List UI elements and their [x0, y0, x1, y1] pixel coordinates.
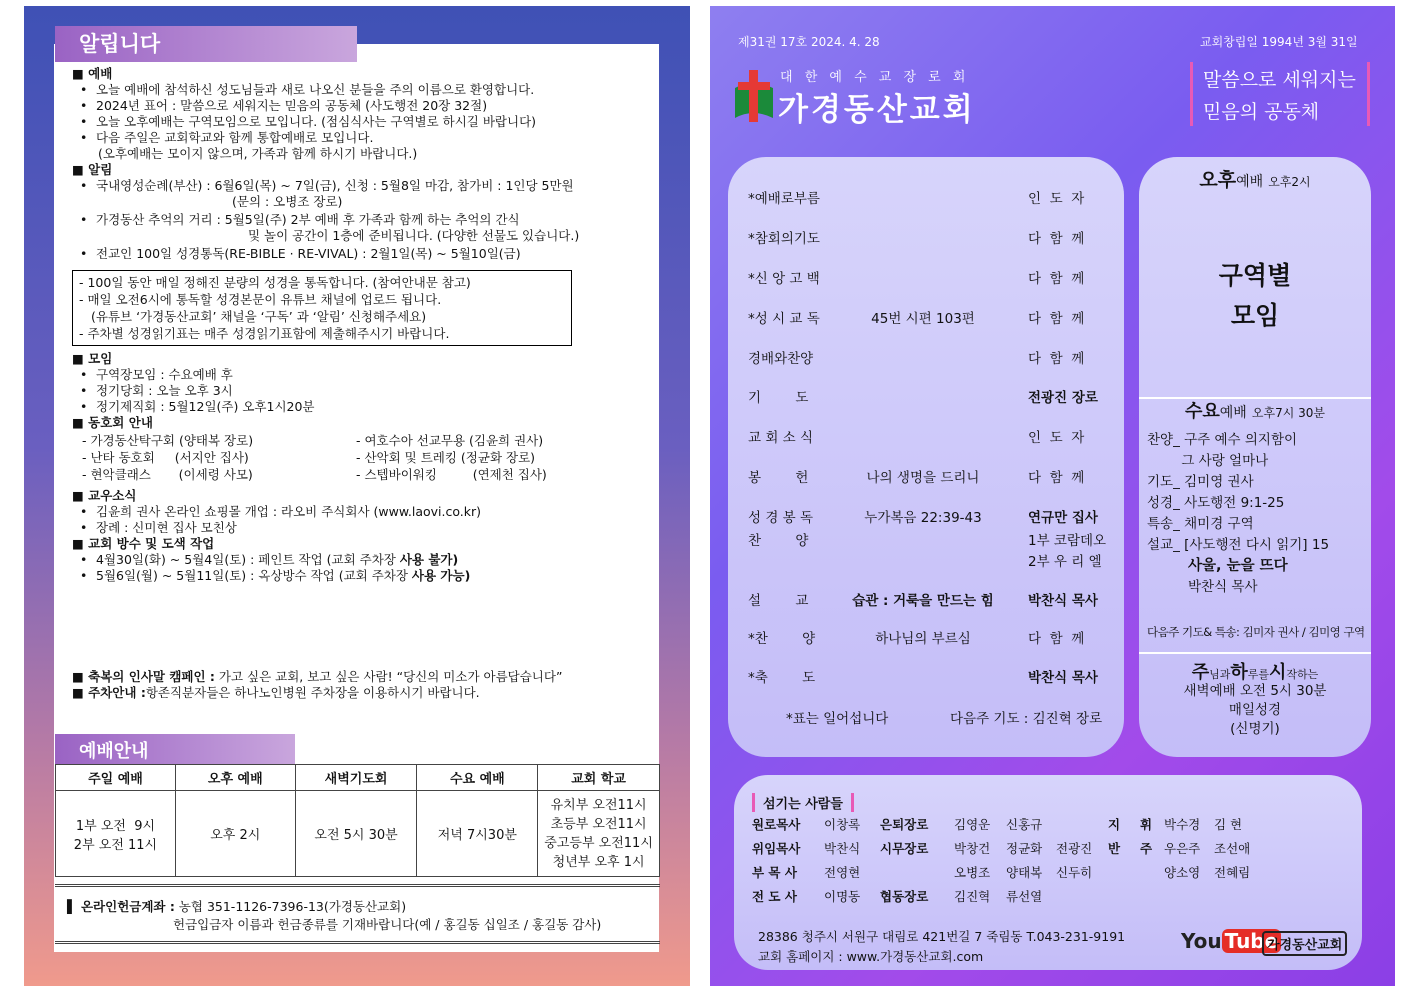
- staff-entry: 지: [1108, 817, 1121, 832]
- online-offering: [55, 884, 660, 944]
- staff-entry: 박찬식: [824, 841, 861, 856]
- campaign: [72, 669, 672, 701]
- order-item-name: *예배로부름: [748, 191, 820, 207]
- club-item: - 난타 동호회 (서지안 집사): [82, 450, 249, 465]
- afternoon-header: [1139, 165, 1371, 192]
- staff-entry: 오병조: [954, 865, 991, 880]
- list-note: 및 놀이 공간이 1층에 준비됩니다. (다양한 선물도 있습니다.): [248, 228, 580, 243]
- wed-next: 다음주 기도& 특송: 김미자 권사 / 김미영 구역: [1147, 625, 1365, 639]
- repair-bold: 사용 가능): [411, 568, 471, 583]
- order-row: [728, 550, 1124, 570]
- order-item-name: *신 앙 고 백: [748, 271, 820, 287]
- order-item-leader: 다 함 께: [1028, 231, 1085, 247]
- order-item-name: 찬 양: [748, 533, 809, 549]
- section-meeting: ■ 모임: [72, 351, 113, 366]
- section-news: ■ 교우소식: [72, 488, 137, 503]
- staff-entry: 은퇴장로: [880, 817, 929, 832]
- list-item: • 가경동산 추억의 거리 : 5월5일(주) 2부 예배 후 가족과 함께 하는 추억의 간식: [72, 212, 672, 228]
- order-item-name: *축 도: [748, 670, 816, 686]
- wed-big: 수요: [1184, 401, 1220, 422]
- order-row: [728, 529, 1124, 549]
- staff-entry: 반: [1108, 841, 1121, 856]
- order-row: *성 시 교 독 45번 시편 103편 다 함 께: [728, 307, 1124, 327]
- staff-entry: 휘: [1140, 817, 1153, 832]
- club-item: - 여호수아 선교무용 (김윤희 권사): [356, 433, 544, 448]
- afternoon-t2: 모임: [1230, 301, 1280, 330]
- staff-entry: 전 도 사: [752, 889, 797, 904]
- staff-entry: 정균화: [1006, 841, 1043, 856]
- table-cell: [538, 791, 660, 877]
- section-repair: ■ 교회 방수 및 도색 작업: [72, 536, 215, 551]
- afternoon-time: 오후2시: [1268, 175, 1311, 189]
- cell-line: 1부 오전 9시: [75, 818, 156, 834]
- dawn-info: [1139, 682, 1371, 739]
- list-item: • 김윤희 권사 온라인 쇼핑몰 개업 : 라오비 주식회사 (www.laovi.co.kr): [72, 504, 672, 520]
- box-line: (유튜브 ‘가경동산교회’ 채널을 ‘구독’ 과 ‘알림’ 신청해주세요): [91, 309, 427, 324]
- online-account: 농협 351-1126-7396-13(가경동산교회): [178, 899, 407, 914]
- table-header: 새벽기도회: [295, 765, 417, 791]
- homepage: 교회 홈페이지 : www.가경동산교회.com: [758, 949, 984, 964]
- staff-entry: 협동장로: [880, 889, 929, 904]
- order-item-name: 설 교: [748, 593, 809, 609]
- repair-text: 5월6일(월) ~ 5월11일(토) : 옥상방수 작업 (교회 주차장: [96, 568, 408, 583]
- online-label: ▌ 온라인헌금계좌 :: [67, 899, 175, 914]
- order-row: 봉 헌 나의 생명을 드리니 다 함 께: [728, 466, 1124, 486]
- cell-line: 초등부 오전11시: [550, 816, 647, 832]
- staff-grid: [752, 815, 1352, 915]
- staff-entry: 전혜림: [1214, 865, 1251, 880]
- staff-entry: 김 현: [1214, 817, 1243, 832]
- wed-line: 기도_ 김미영 권사: [1147, 474, 1254, 490]
- order-row: 성 경 봉 독 누가복음 22:39-43 연규만 집사: [728, 506, 1124, 526]
- staff-entry: 시무장로: [880, 841, 929, 856]
- club-item: - 스텝바이워킹 (연제천 집사): [356, 467, 547, 482]
- dawn-line: (신명기): [1230, 721, 1280, 737]
- staff-entry: 류선열: [1006, 889, 1043, 904]
- cross-logo-icon: [733, 68, 775, 124]
- order-row: [728, 187, 1124, 207]
- order-row: [728, 227, 1124, 247]
- notice-body: [72, 66, 672, 262]
- box-line: - 주차별 성경읽기표는 매주 성경읽기표함에 제출해주시기 바랍니다.: [79, 326, 450, 341]
- staff-entry: 위임목사: [752, 841, 801, 856]
- section-clubs: ■ 동호회 안내: [72, 415, 153, 430]
- order-item-name: *성 시 교 독: [748, 311, 820, 327]
- dawn-line: 새벽예배 오전 5시 30분: [1183, 683, 1327, 699]
- wed-header: [1139, 397, 1371, 423]
- order-item-name: *찬 양: [748, 631, 816, 647]
- divider: [1139, 652, 1371, 654]
- table-cell: [56, 791, 176, 877]
- denomination: 대 한 예 수 교 장 로 회: [780, 70, 970, 85]
- wed-sermon-title: 사울, 눈을 뜨다: [1188, 558, 1288, 574]
- notice-body-2: [72, 351, 672, 584]
- order-item-name: *참회의기도: [748, 231, 820, 247]
- list-item: • 구역장모임 : 수요예배 후: [72, 367, 672, 383]
- cell-line: 청년부 오후 1시: [552, 854, 645, 870]
- cell-line: 유치부 오전11시: [550, 797, 647, 813]
- order-item-leader: 다 함 께: [1028, 631, 1085, 647]
- yt-tube: Tube: [1222, 929, 1282, 953]
- parking-label: ■ 주차안내 :: [72, 685, 146, 700]
- yt-you: You: [1181, 929, 1222, 953]
- motto-line: 믿음의 공동체: [1203, 101, 1320, 123]
- staff-entry: 신두히: [1056, 865, 1093, 880]
- staff-entry: 박창건: [954, 841, 991, 856]
- box-line: - 매일 오전6시에 통독할 성경본문이 유튜브 채널에 업로드 됩니다.: [79, 292, 442, 307]
- table-header: 교회 학교: [538, 765, 660, 791]
- youtube-channel-link[interactable]: 가경동산교회: [1262, 931, 1347, 956]
- order-item-name: 성 경 봉 독: [748, 510, 814, 526]
- list-item: • 장례 : 신미현 집사 모친상: [72, 520, 672, 536]
- list-item: • 2024년 표어 : 말씀으로 세워지는 믿음의 공동체 (사도행전 20장 32절): [72, 98, 672, 114]
- box-line: - 100일 동안 매일 정해진 분량의 성경을 통독합니다. (참여안내문 참고): [79, 275, 471, 290]
- dawn-slogan: 주님과하루를시작하는: [1191, 662, 1319, 683]
- order-item-leader: 인 도 자: [1028, 430, 1085, 446]
- order-item-leader: 박찬식 목사: [1028, 593, 1098, 609]
- list-note: (오후예배는 모이지 않으며, 가족과 함께 하시기 바랍니다.): [98, 146, 418, 161]
- worship-order-box: [728, 157, 1124, 757]
- wed-program: [1147, 430, 1367, 598]
- order-item-name: 기 도: [748, 390, 809, 406]
- dawn-line: 매일성경: [1228, 702, 1282, 718]
- staff-entry: 조선애: [1214, 841, 1251, 856]
- list-item: • 정기제직회 : 5월12일(주) 오후1시20분: [72, 399, 672, 415]
- staff-entry: 우은주: [1164, 841, 1201, 856]
- order-item-leader: 다 함 께: [1028, 311, 1085, 327]
- table-header: 주일 예배: [56, 765, 176, 791]
- order-item-leader: 1부 코람데오: [1028, 533, 1107, 549]
- staff-entry: 부 목 사: [752, 865, 797, 880]
- worship-schedule-table: [55, 764, 660, 877]
- list-item: • 전교인 100일 성경통독(RE-BIBLE · RE-VIVAL) : 2월1일(목) ~ 5월10일(금): [72, 246, 672, 262]
- bible-reading-box: [72, 270, 572, 346]
- address: 28386 청주시 서원구 대림로 421번길 7 죽림동 T.043-231-9191: [758, 929, 1126, 944]
- table-cell: 저녁 7시30분: [417, 791, 538, 877]
- staff-entry: 양태복: [1006, 865, 1043, 880]
- motto-box: [1190, 62, 1370, 126]
- order-row: [728, 267, 1124, 287]
- staff-entry: 원로목사: [752, 817, 801, 832]
- founding-date: 교회창립일 1994년 3월 31일: [1200, 35, 1358, 49]
- parking-text: 항존직분자들은 하나노인병원 주차장을 이용하시기 바랍니다.: [145, 685, 480, 700]
- staff-entry: 양소영: [1164, 865, 1201, 880]
- order-row: 설 교 습관 : 거룩을 만드는 힘 박찬식 목사: [728, 589, 1124, 609]
- worship-title: 예배안내: [55, 734, 295, 764]
- list-note: (문의 : 오병조 장로): [232, 194, 343, 209]
- staff-entry: 김진혁: [954, 889, 991, 904]
- afternoon-label: 예배: [1236, 174, 1264, 190]
- table-cell: 오전 5시 30분: [295, 791, 417, 877]
- campaign-label: ■ 축복의 인사말 캠페인 :: [72, 669, 215, 684]
- wed-line: 찬양_ 구주 예수 의지함이: [1147, 432, 1298, 448]
- table-header: 오후 예배: [175, 765, 295, 791]
- section-notice: ■ 알림: [72, 162, 113, 177]
- order-item-leader: 다 함 께: [1028, 470, 1085, 486]
- cell-line: 중고등부 오전11시: [544, 835, 653, 851]
- wed-line: 성경_ 사도행전 9:1-25: [1147, 495, 1285, 511]
- campaign-text: 가고 싶은 교회, 보고 싶은 사람! “당신의 미소가 아름답습니다”: [218, 669, 563, 684]
- list-item: • 오늘 오후예배는 구역모임으로 모입니다. (점심식사는 구역별로 하시길 바랍니다): [72, 114, 672, 130]
- wed-line: 그 사랑 얼마나: [1147, 453, 1269, 469]
- next-prayer: 다음주 기도 : 김진혁 장로: [950, 711, 1103, 727]
- repair-text: 4월30일(화) ~ 5월4일(토) : 페인트 작업 (교회 주차장: [96, 552, 396, 567]
- staff-entry: 박수경: [1164, 817, 1201, 832]
- order-row: [728, 666, 1124, 686]
- list-item: • 국내영성순례(부산) : 6월6일(목) ~ 7일(금), 신청 : 5월8일 마감, 참가비 : 1인당 5만원: [72, 178, 672, 194]
- order-item-leader: 2부 우 리 엘: [1028, 554, 1102, 570]
- list-item: • 다음 주일은 교회학교와 함께 통합예배로 모입니다.: [72, 130, 672, 146]
- staff-entry: 전영현: [824, 865, 861, 880]
- order-item-name: 봉 헌: [748, 470, 809, 486]
- list-item: • 정기당회 : 오늘 오후 3시: [72, 383, 672, 399]
- staff-entry: 주: [1140, 841, 1153, 856]
- section-worship: ■ 예배: [72, 66, 113, 81]
- staff-entry: 이창록: [824, 817, 861, 832]
- cell-line: 2부 오전 11시: [73, 837, 158, 853]
- order-row: [728, 347, 1124, 367]
- wed-time: 오후7시 30분: [1251, 406, 1326, 420]
- order-item-leader: 인 도 자: [1028, 191, 1085, 207]
- order-item-name: 경배와찬양: [748, 351, 814, 367]
- order-row: [728, 426, 1124, 446]
- order-item-leader: 다 함 께: [1028, 271, 1085, 287]
- club-item: - 현악클래스 (이세령 사모): [82, 467, 253, 482]
- order-row: [728, 386, 1124, 406]
- staff-entry: 김영운: [954, 817, 991, 832]
- order-item-leader: 다 함 께: [1028, 351, 1085, 367]
- wed-label: 예배: [1219, 405, 1247, 421]
- table-header: 수요 예배: [417, 765, 538, 791]
- order-item-leader: 전광진 장로: [1028, 390, 1098, 406]
- staff-entry: 전광진: [1056, 841, 1093, 856]
- afternoon-t1: 구역별: [1218, 261, 1292, 290]
- staff-title: 섬기는 사람들: [752, 793, 854, 812]
- order-item-leader: 박찬식 목사: [1028, 670, 1098, 686]
- list-item: • 오늘 예배에 참석하신 성도님들과 새로 나오신 분들을 주의 이름으로 환영합니다.: [72, 82, 672, 98]
- repair-bold: 사용 불가): [399, 552, 459, 567]
- table-cell: 오후 2시: [175, 791, 295, 877]
- wed-line: 설교_ [사도행전 다시 읽기] 15: [1147, 537, 1330, 553]
- order-footnote: *표는 일어섭니다: [786, 711, 889, 727]
- online-note: 헌금입금자 이름과 헌금종류를 기재바랍니다(예 / 홍길동 십일조 / 홍길동 감사): [173, 917, 602, 932]
- club-item: - 산악회 및 트레킹 (정균화 장로): [356, 450, 536, 465]
- order-item-leader: 연규만 집사: [1028, 510, 1098, 526]
- notice-title: 알립니다: [55, 26, 357, 62]
- church-name: 가경동산교회: [778, 92, 976, 128]
- motto-line: 말씀으로 세워지는: [1203, 69, 1356, 91]
- club-item: - 가경동산탁구회 (양태복 장로): [82, 433, 254, 448]
- issue-info: 제31권 17호 2024. 4. 28: [738, 35, 880, 49]
- wed-line: 특송_ 채미경 구역: [1147, 516, 1254, 532]
- staff-entry: 신홍규: [1006, 817, 1043, 832]
- staff-entry: 이명동: [824, 889, 861, 904]
- order-item-name: 교 회 소 식: [748, 430, 814, 446]
- afternoon-big: 오후: [1199, 169, 1237, 191]
- order-row: *찬 양 하나님의 부르심 다 함 께: [728, 627, 1124, 647]
- wed-preacher: 박찬식 목사: [1188, 579, 1258, 595]
